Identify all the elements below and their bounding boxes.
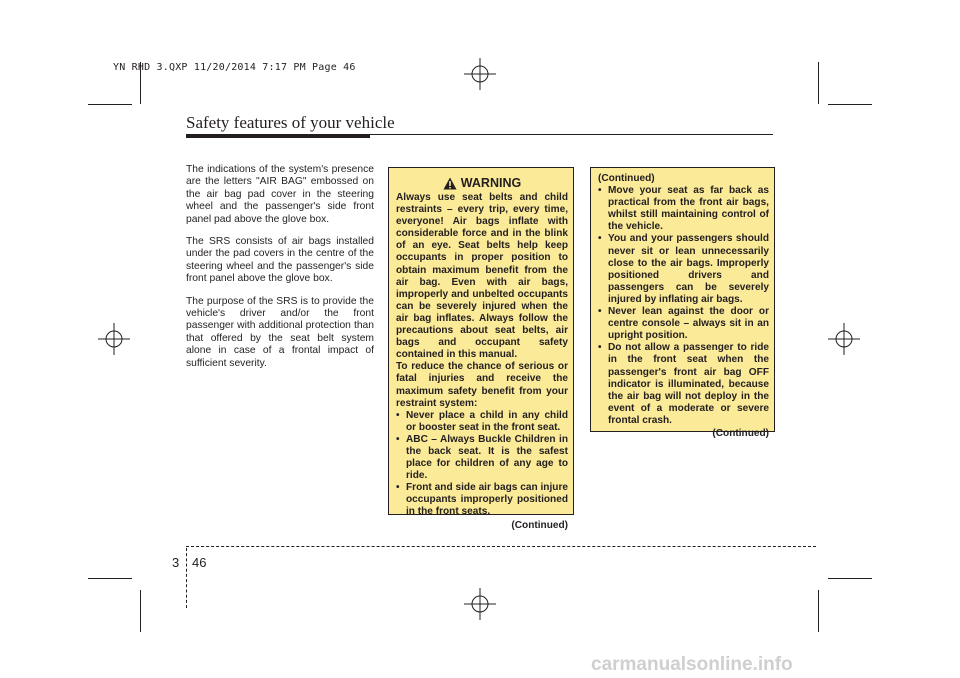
bullet: • — [598, 185, 602, 197]
warning-list — [396, 410, 568, 519]
trim-mark — [88, 578, 132, 579]
trim-mark — [828, 578, 872, 579]
body-paragraph: The SRS consists of air bags installed under the pad covers in the centre of the steering wheel and the passenger's side front panel above the glove box. — [186, 236, 374, 285]
footer-rule — [186, 546, 816, 547]
list-item: • Move your seat as far back as practical from the front air bags, whilst still maintaining control of the vehicle. — [598, 185, 769, 233]
page-number: 46 — [192, 555, 207, 570]
body-text-column — [186, 164, 374, 380]
warning-triangle-icon — [443, 177, 457, 190]
section-title: Safety features of your vehicle — [186, 113, 395, 132]
body-paragraph: The purpose of the SRS is to provide the vehicle's driver and/or the front passenger with additional protection than that offered by the seat belt system alone in case of a frontal impact of sufficient severity. — [186, 295, 374, 369]
warning-label: WARNING — [460, 176, 522, 191]
bullet: • — [396, 433, 400, 445]
continued-list — [598, 185, 769, 427]
warning-box — [388, 167, 574, 531]
print-slug: YN RHD 3.QXP 11/20/2014 7:17 PM Page 46 — [113, 62, 356, 73]
list-item: • You and your passengers should never sit or lean unnecessarily close to the air bags. Improperly positioned drivers and passengers can be severely injured by inflating air bags. — [598, 233, 769, 305]
footer-divider — [186, 548, 187, 608]
registration-mark-icon — [464, 58, 496, 90]
registration-mark-icon — [98, 323, 130, 355]
body-paragraph: The indications of the system's presence are the letters "AIR BAG" embossed on the air bag pad cover in the steering wheel and the passenger's side front panel pad above the glove box. — [186, 164, 374, 225]
list-item: • Never place a child in any child or booster seat in the front seat. — [396, 409, 568, 433]
trim-mark — [140, 590, 141, 632]
list-item: • Front and side air bags can injure occupants improperly positioned in the front seats. — [396, 482, 568, 518]
bullet: • — [396, 482, 400, 494]
list-item: • Do not allow a passenger to ride in the front seat when the passenger's front air bag OFF indicator is illuminated, because the air bag will not deploy in the event of a moderate or severe frontal crash. — [598, 342, 769, 426]
bullet: • — [598, 342, 602, 354]
warning-intro: Always use seat belts and child restraints – every trip, every time, everyone! Air bags inflate with considerable force and in the blink of an eye. Seat belts help keep occupants in proper position to obtain maximum benefit from the air bag. Even with air bags, improperly and unbelted occupants can be severely injured when the air bag inflates. Always follow the precautions about seat belts, air bags and occupant safety contained in this manual. — [396, 192, 568, 361]
registration-mark-icon — [464, 588, 496, 620]
continued-label: (Continued) — [712, 427, 769, 439]
watermark: carmanualsonline.info — [591, 654, 793, 675]
chapter-number: 3 — [172, 555, 180, 570]
trim-mark — [818, 62, 819, 104]
list-item: • Never lean against the door or centre console – always sit in an upright position. — [598, 306, 769, 342]
continued-warning-box — [590, 167, 775, 439]
bullet: • — [598, 306, 602, 318]
warning-lead: To reduce the chance of serious or fatal injuries and receive the maximum safety benefit from your restraint system: — [396, 361, 568, 409]
warning-heading — [396, 177, 568, 190]
trim-mark — [818, 590, 819, 632]
bullet: • — [598, 233, 602, 245]
continued-label: (Continued) — [511, 519, 568, 531]
header-rule-accent — [186, 134, 370, 138]
trim-mark — [88, 104, 132, 105]
continued-heading: (Continued) — [598, 173, 655, 184]
bullet: • — [396, 409, 400, 421]
registration-mark-icon — [828, 323, 860, 355]
trim-mark — [828, 104, 872, 105]
list-item: • ABC – Always Buckle Children in the back seat. It is the safest place for children of any age to ride. — [396, 433, 568, 482]
